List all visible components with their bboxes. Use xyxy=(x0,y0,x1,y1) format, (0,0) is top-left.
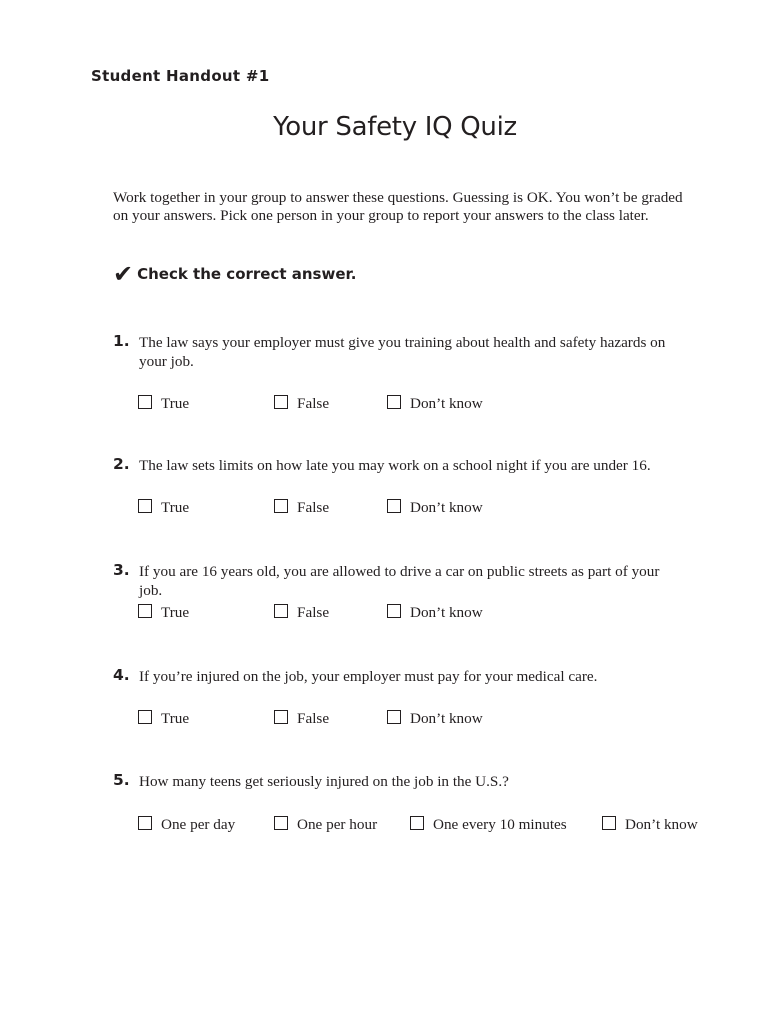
checkbox-icon[interactable] xyxy=(138,499,152,513)
option-label: One every 10 minutes xyxy=(433,816,567,833)
option-dont-know[interactable] xyxy=(387,604,483,622)
option-label: True xyxy=(161,604,190,621)
option-dont-know[interactable] xyxy=(602,816,698,834)
option-label: Don’t know xyxy=(410,499,483,516)
option-one-per-hour[interactable] xyxy=(274,816,377,834)
option-label: One per hour xyxy=(297,816,378,833)
checkbox-icon[interactable] xyxy=(138,710,152,724)
checkbox-icon[interactable] xyxy=(138,395,152,409)
question-number: 5. xyxy=(113,771,130,789)
option-label: True xyxy=(161,395,190,412)
question-number: 3. xyxy=(113,561,130,579)
option-true[interactable] xyxy=(138,395,189,413)
option-true[interactable] xyxy=(138,710,189,728)
option-dont-know[interactable] xyxy=(387,395,483,413)
option-label: False xyxy=(297,395,330,412)
check-heading-text: Check the correct answer. xyxy=(137,265,357,283)
question-number: 1. xyxy=(113,332,130,350)
question-text: The law says your employer must give you training about health and safety hazards on your job. xyxy=(139,334,666,370)
checkbox-icon[interactable] xyxy=(387,710,401,724)
option-false[interactable] xyxy=(274,710,329,728)
option-dont-know[interactable] xyxy=(387,499,483,517)
checkbox-icon[interactable] xyxy=(387,604,401,618)
option-label: Don’t know xyxy=(625,816,698,833)
page-title: Your Safety IQ Quiz xyxy=(273,112,517,142)
check-heading xyxy=(113,262,356,286)
option-label: False xyxy=(297,604,330,621)
checkbox-icon[interactable] xyxy=(387,395,401,409)
checkbox-icon[interactable] xyxy=(274,710,288,724)
option-true[interactable] xyxy=(138,499,189,517)
question-number: 4. xyxy=(113,666,130,684)
option-false[interactable] xyxy=(274,395,329,413)
checkbox-icon[interactable] xyxy=(138,816,152,830)
checkbox-icon[interactable] xyxy=(387,499,401,513)
checkbox-icon[interactable] xyxy=(274,816,288,830)
option-label: One per day xyxy=(161,816,236,833)
question-text: If you are 16 years old, you are allowed to drive a car on public streets as part of your job. xyxy=(139,563,660,599)
option-label: Don’t know xyxy=(410,395,483,412)
option-label: False xyxy=(297,499,330,516)
checkbox-icon[interactable] xyxy=(274,604,288,618)
question-text: If you’re injured on the job, your employer must pay for your medical care. xyxy=(139,668,598,685)
checkbox-icon[interactable] xyxy=(138,604,152,618)
question-text: The law sets limits on how late you may work on a school night if you are under 16. xyxy=(139,457,651,474)
option-one-every-10-minutes[interactable] xyxy=(410,816,567,834)
option-label: Don’t know xyxy=(410,604,483,621)
intro-paragraph: Work together in your group to answer these questions. Guessing is OK. You won’t be graded on your answers. Pick one person in your group to report your answers to the class later. xyxy=(113,189,683,224)
option-label: True xyxy=(161,710,190,727)
handout-label: Student Handout #1 xyxy=(91,67,270,85)
checkbox-icon[interactable] xyxy=(602,816,616,830)
option-label: False xyxy=(297,710,330,727)
option-label: True xyxy=(161,499,190,516)
option-true[interactable] xyxy=(138,604,189,622)
option-label: Don’t know xyxy=(410,710,483,727)
option-false[interactable] xyxy=(274,499,329,517)
option-dont-know[interactable] xyxy=(387,710,483,728)
question-text: How many teens get seriously injured on the job in the U.S.? xyxy=(139,773,509,790)
option-one-per-day[interactable] xyxy=(138,816,235,834)
checkmark-icon: ✔ xyxy=(113,260,134,288)
checkbox-icon[interactable] xyxy=(410,816,424,830)
checkbox-icon[interactable] xyxy=(274,395,288,409)
question-number: 2. xyxy=(113,455,130,473)
option-false[interactable] xyxy=(274,604,329,622)
checkbox-icon[interactable] xyxy=(274,499,288,513)
